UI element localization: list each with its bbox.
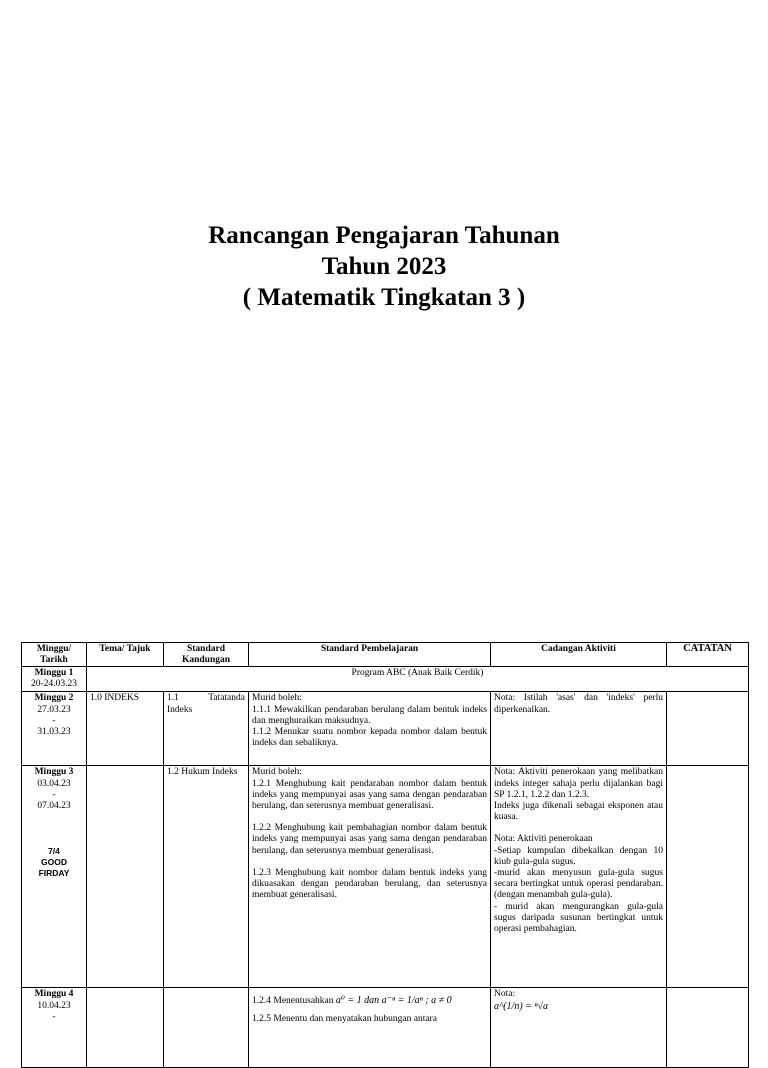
table-row-week-3	[22, 766, 749, 988]
week-2-label: Minggu 2	[34, 693, 74, 704]
week-4-date-separator: -	[52, 1011, 56, 1022]
week-3-act-3: Nota: Aktiviti penerokaan	[494, 834, 593, 845]
holiday-name-2: FIRDAY	[38, 868, 70, 879]
holiday-date: 7/4	[48, 846, 60, 857]
header-activity: Cadangan Aktiviti	[491, 643, 667, 667]
table-row-week-4	[22, 988, 749, 1068]
week-3-notes	[667, 766, 749, 988]
week-3-theme	[87, 766, 164, 988]
week-4-act-note: Nota:	[494, 989, 516, 1000]
week-3-act-2: Indeks juga dikenali sebagai eksponen atau kuasa.	[494, 801, 663, 823]
document-subject: ( Matematik Tingkatan 3 )	[242, 284, 526, 311]
week-2-date-start: 27.03.23	[37, 704, 71, 715]
week-2-learning-standard	[249, 692, 491, 766]
week-4-date-start: 10.04.23	[37, 1000, 71, 1011]
week-3-lp-2: 1.2.2 Menghubung kait pembahagian nombor dalam bentuk indeks yang mempunyai asas yang sama dengan pendaraban berulang, dan seterusnya membuat generalisasi.	[252, 823, 487, 856]
week-3-holiday	[25, 846, 83, 879]
document-title: Rancangan Pengajaran Tahunan	[208, 222, 560, 249]
week-2-activity: Nota: Istilah 'asas' dan 'indeks' perlu diperkenalkan.	[491, 692, 667, 766]
header-learning-standard: Standard Pembelajaran	[249, 643, 491, 667]
week-3-intro: Murid boleh:	[252, 767, 302, 778]
table-header-row	[22, 643, 749, 667]
week-3-act-6: - murid akan mengurangkan gula-gula sugus daripada susunan bertingkat untuk operasi pembahagian.	[494, 901, 663, 935]
week-4-label: Minggu 4	[34, 989, 74, 1000]
week-3-learning-standard	[249, 766, 491, 988]
week-2-date-separator: -	[52, 715, 56, 726]
week-1-label: Minggu 1	[34, 668, 74, 678]
week-2-lp-1: 1.1.1 Mewakilkan pendaraban berulang dalam bentuk indeks dan menghuraikan maksudnya.	[252, 704, 487, 726]
week-4-lp-4-formula: a⁰ = 1 dan a⁻ⁿ = 1/aⁿ ; a ≠ 0	[335, 995, 452, 1007]
week-2-intro: Murid boleh:	[252, 693, 302, 704]
week-3-label: Minggu 3	[34, 767, 74, 778]
week-2-cell	[22, 692, 87, 766]
table-row-week-1	[22, 667, 749, 692]
week-3-lp-3: 1.2.3 Menghubung kait nombor dalam bentuk indeks yang dikuasakan dengan pendaraban berulang, dan seterusnya membuat generalisasi.	[252, 867, 487, 901]
week-4-lp-4-line	[252, 995, 487, 1007]
week-4-lp-5: 1.2.5 Menentu dan menyatakan hubungan antara	[252, 1013, 437, 1024]
week-4-lp-4: 1.2.4 Menentusahkan	[252, 996, 334, 1007]
week-3-activity	[491, 766, 667, 988]
week-3-date-separator: -	[52, 789, 56, 800]
week-4-act-formula: a^(1/n) = ⁿ√a	[494, 1000, 549, 1012]
holiday-name-1: GOOD	[41, 857, 67, 868]
week-4-notes	[667, 988, 749, 1068]
document-year: Tahun 2023	[321, 253, 447, 280]
week-4-theme	[87, 988, 164, 1068]
week-3-act-5: -murid akan menyusun gula-gula sugus secara bertingkat untuk operasi pendaraban. (dengan menambah gula-gula).	[494, 868, 663, 901]
document-title-block	[0, 220, 768, 313]
week-3-lp-1: 1.2.1 Menghubung kait pendaraban nombor dalam bentuk indeks yang mempunyai asas yang sama dengan pendaraban berulang, dan seterusnya membuat generalisasi.	[252, 778, 487, 812]
week-1-cell	[22, 667, 87, 692]
week-1-date: 20-24.03.23	[31, 679, 77, 690]
week-3-date-end: 07.04.23	[37, 801, 71, 812]
week-2-date-end: 31.03.23	[37, 727, 71, 738]
table-row-week-2	[22, 692, 749, 766]
header-theme: Tema/ Tajuk	[87, 643, 164, 667]
week-3-cell	[22, 766, 87, 988]
week-3-act-4: -Setiap kumpulan dibekalkan dengan 10 kiub gula-gula sugus.	[494, 845, 663, 867]
week-4-learning-standard	[249, 988, 491, 1068]
week-2-notes	[667, 692, 749, 766]
lesson-plan-table	[21, 642, 749, 1068]
week-2-content-standard: 1.1 Tatatanda Indeks	[164, 692, 249, 766]
header-content-standard: Standard Kandungan	[164, 643, 249, 667]
header-notes: CATATAN	[667, 643, 749, 667]
week-4-cell	[22, 988, 87, 1068]
header-week: Minggu/ Tarikh	[22, 643, 87, 667]
week-2-theme: 1.0 INDEKS	[87, 692, 164, 766]
week-3-act-1: Nota: Aktiviti penerokaan yang melibatkan indeks integer sahaja perlu dijalankan bagi SP 1.2.1, 1.2.2 dan 1.2.3.	[494, 767, 663, 800]
week-2-lp-2: 1.1.2 Menukar suatu nombor kepada nombor dalam bentuk indeks dan sebaliknya.	[252, 727, 487, 749]
week-4-activity	[491, 988, 667, 1068]
week-4-content-standard	[164, 988, 249, 1068]
week-3-content-standard: 1.2 Hukum Indeks	[164, 766, 249, 988]
program-cell: Program ABC (Anak Baik Cerdik)	[87, 667, 749, 692]
week-3-date-start: 03.04.23	[37, 778, 71, 789]
